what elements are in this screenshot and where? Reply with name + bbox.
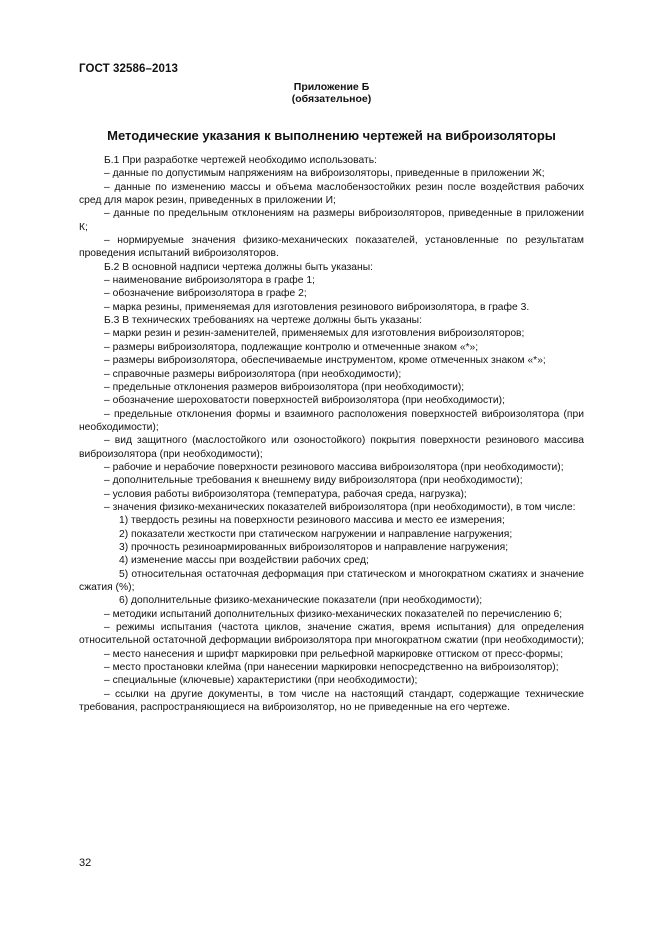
list-item: – методики испытаний дополнительных физико-механических показателей по перечислению 6; <box>104 608 563 620</box>
list-item: – дополнительные требования к внешнему виду виброизолятора (при необходимости); <box>104 475 523 487</box>
list-item: – справочные размеры виброизолятора (при необходимости); <box>104 368 402 380</box>
list-item: – данные по предельным отклонениям на размеры виброизоляторов, приведенные в приложении К; <box>79 208 584 233</box>
page-number: 32 <box>79 857 92 869</box>
paragraph: Б.1 При разработке чертежей необходимо использовать: <box>104 155 377 166</box>
list-item: – размеры виброизолятора, подлежащие контролю и отмеченные знаком «*»; <box>104 341 479 353</box>
list-item: – данные по изменению массы и объема маслобензостойких резин после воздействия рабочих сред для марок резин, приведенных в приложении И; <box>79 181 584 207</box>
appendix-label: Приложение Б <box>293 81 370 93</box>
numbered-item: 1) твердость резины на поверхности резинового массива и место ее измерения; <box>119 515 505 527</box>
list-item: – нормируемые значения физико-механических показателей, установленные по результатам проведения испытаний виброизоляторов. <box>79 235 584 260</box>
list-item: – специальные (ключевые) характеристики (при необходимости); <box>104 675 418 687</box>
list-item: – предельные отклонения размеров виброизолятора (при необходимости); <box>104 381 465 393</box>
list-item: – место нанесения и шрифт маркировки при рельефной маркировке оттиском от пресс-формы; <box>104 648 564 660</box>
section-title: Методические указания к выполнению чертежей на виброизоляторы <box>107 128 556 143</box>
list-item: – данные по допустимым напряжениям на виброизоляторы, приведенные в приложении Ж; <box>104 168 545 180</box>
list-item: – вид защитного (маслостойкого или озоностойкого) покрытия поверхности резинового массива виброизолятора (при необходимости); <box>79 435 584 460</box>
list-item: – размеры виброизолятора, обеспечиваемые инструментом, кроме отмеченных знаком «*»; <box>104 355 546 367</box>
list-item: – режимы испытания (частота циклов, значение сжатия, время испытания) для определения относительной остаточной деформации виброизолятора при многократном сжатии (при необходимости); <box>79 622 585 647</box>
list-item: – значения физико-механических показателей виброизолятора (при необходимости), в том числе: <box>104 501 576 513</box>
numbered-item: 3) прочность резиноармированных виброизоляторов и направление нагружения; <box>119 541 509 553</box>
list-item: – ссылки на другие документы, в том числе на настоящий стандарт, содержащие технические требования, распространяющиеся на виброизолятор, но не приведенные на его чертеже. <box>79 688 584 714</box>
numbered-item: 5) относительная остаточная деформация при статическом и многократном сжатиях и значение сжатия (%); <box>79 568 584 593</box>
numbered-item: 6) дополнительные физико-механические показатели (при необходимости); <box>119 595 483 607</box>
list-item: – наименование виброизолятора в графе 1; <box>104 275 315 287</box>
numbered-item: 2) показатели жесткости при статическом нагружении и направление нагружения; <box>119 528 513 540</box>
list-item: – марка резины, применяемая для изготовления резинового виброизолятора, в графе 3. <box>104 301 530 313</box>
appendix-status: (обязательное) <box>291 93 372 105</box>
list-item: – место простановки клейма (при нанесении маркировки непосредственно на виброизолятор); <box>104 662 559 674</box>
numbered-item: 4) изменение массы при воздействии рабочих сред; <box>119 555 369 567</box>
document-body <box>79 154 584 714</box>
list-item: – предельные отклонения формы и взаимного расположения поверхностей виброизолятора (при необходимости); <box>79 408 584 433</box>
list-item: – условия работы виброизолятора (температура, рабочая среда, нагрузка); <box>104 488 467 500</box>
list-item: – марки резин и резин-заменителей, применяемых для изготовления виброизоляторов; <box>104 328 525 340</box>
list-item: – обозначение шероховатости поверхностей виброизолятора (при необходимости); <box>104 395 505 407</box>
standard-designation: ГОСТ 32586–2013 <box>79 63 179 75</box>
list-item: – рабочие и нерабочие поверхности резинового массива виброизолятора (при необходимости); <box>104 461 564 473</box>
list-item: – обозначение виброизолятора в графе 2; <box>104 288 307 300</box>
paragraph: Б.2 В основной надписи чертежа должны быть указаны: <box>104 261 373 273</box>
paragraph: Б.3 В технических требованиях на чертеже должны быть указаны: <box>104 315 422 327</box>
